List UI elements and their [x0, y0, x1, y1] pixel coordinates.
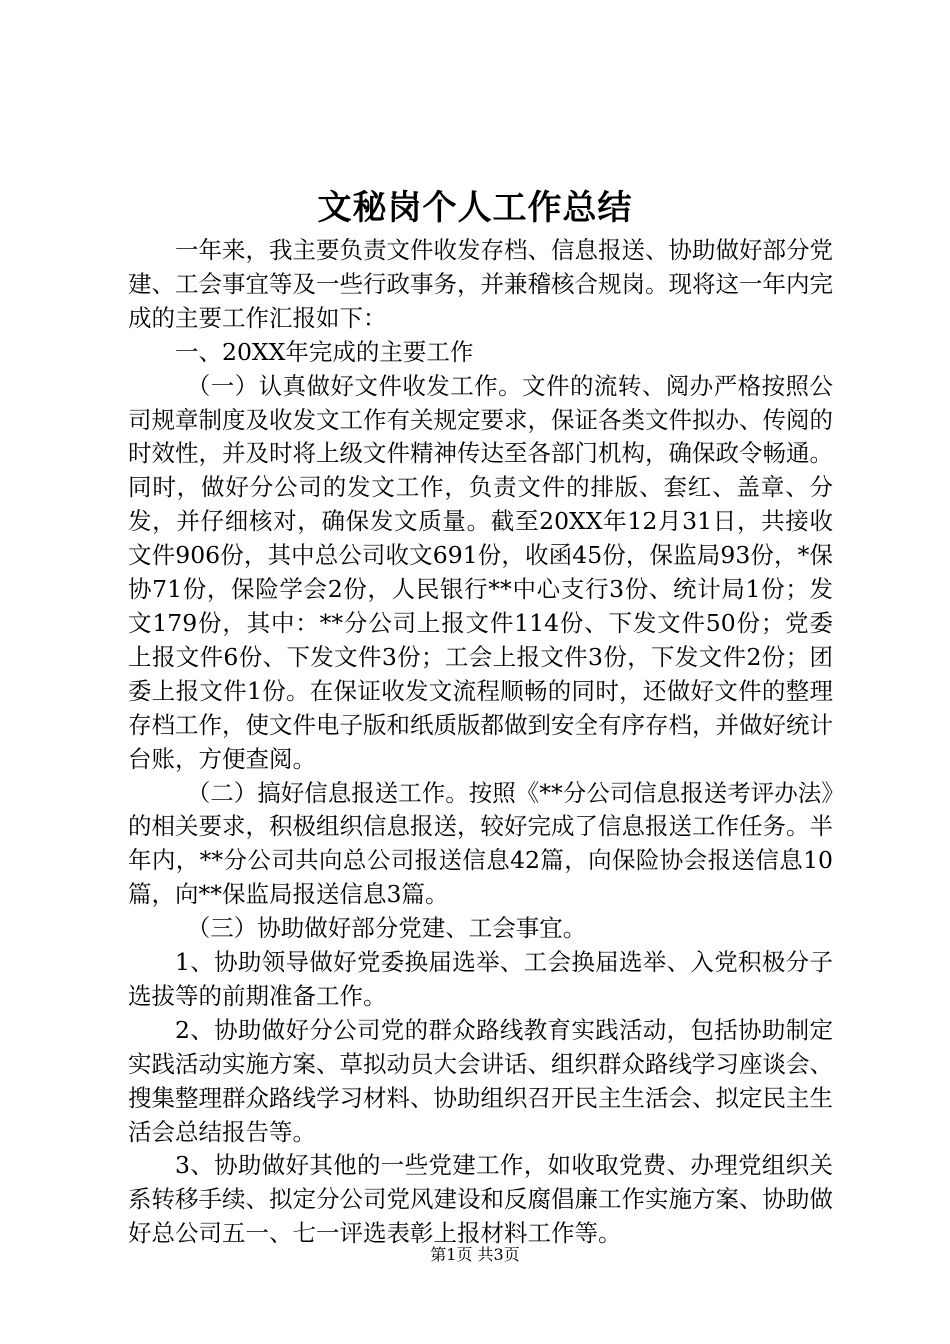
subsection-party-work-heading: （三）协助做好部分党建、工会事宜。: [186, 914, 587, 943]
list-item-2: 2、协助做好分公司党的群众路线教育实践活动，包括协助制定实践活动实施方案、草拟动员大会讲话、组织群众路线学习座谈会、搜集整理群众路线学习材料、协助组织召开民主生活会、拟定民主生活会总结报告等。: [128, 1015, 833, 1146]
subsection-info-reporting: （二）搞好信息报送工作。按照《**分公司信息报送考评办法》的相关要求，积极组织信息报送，较好完成了信息报送工作任务。半年内，**分公司共向总公司报送信息42篇，向保险协会报送信息10篇，向**保监局报送信息3篇。: [128, 778, 833, 909]
document-title: 文秘岗个人工作总结: [317, 188, 633, 228]
document-body: [128, 234, 833, 1251]
subsection-file-handling: （一）认真做好文件收发工作。文件的流转、阅办严格按照公司规章制度及收发文工作有关规定要求，保证各类文件拟办、传阅的时效性，并及时将上级文件精神传达至各部门机构，确保政令畅通。同时，做好分公司的发文工作，负责文件的排版、套红、盖章、分发，并仔细核对，确保发文质量。截至20XX年12月31日，共接收文件906份，其中总公司收文691份，收函45份，保监局93份，*保协71份，保险学会2份，人民银行**中心支行3份、统计局1份；发文179份，其中：**分公司上报文件114份、下发文件50份；党委上报文件6份、下发文件3份；工会上报文件3份，下发文件2份；团委上报文件1份。在保证收发文流程顺畅的同时，还做好文件的整理存档工作，使文件电子版和纸质版都做到安全有序存档，并做好统计台账，方便查阅。: [128, 371, 833, 773]
list-item-1: 1、协助领导做好党委换届选举、工会换届选举、入党积极分子选拔等的前期准备工作。: [128, 948, 833, 1010]
page-footer: 第1页 共3页: [430, 1245, 520, 1264]
list-item-3: 3、协助做好其他的一些党建工作，如收取党费、办理党组织关系转移手续、拟定分公司党风建设和反腐倡廉工作实施方案、协助做好总公司五一、七一评选表彰上报材料工作等。: [128, 1151, 833, 1248]
intro-paragraph: 一年来，我主要负责文件收发存档、信息报送、协助做好部分党建、工会事宜等及一些行政事务，并兼稽核合规岗。现将这一年内完成的主要工作汇报如下：: [128, 236, 833, 332]
section-heading: 一、20XX年完成的主要工作: [175, 337, 474, 366]
